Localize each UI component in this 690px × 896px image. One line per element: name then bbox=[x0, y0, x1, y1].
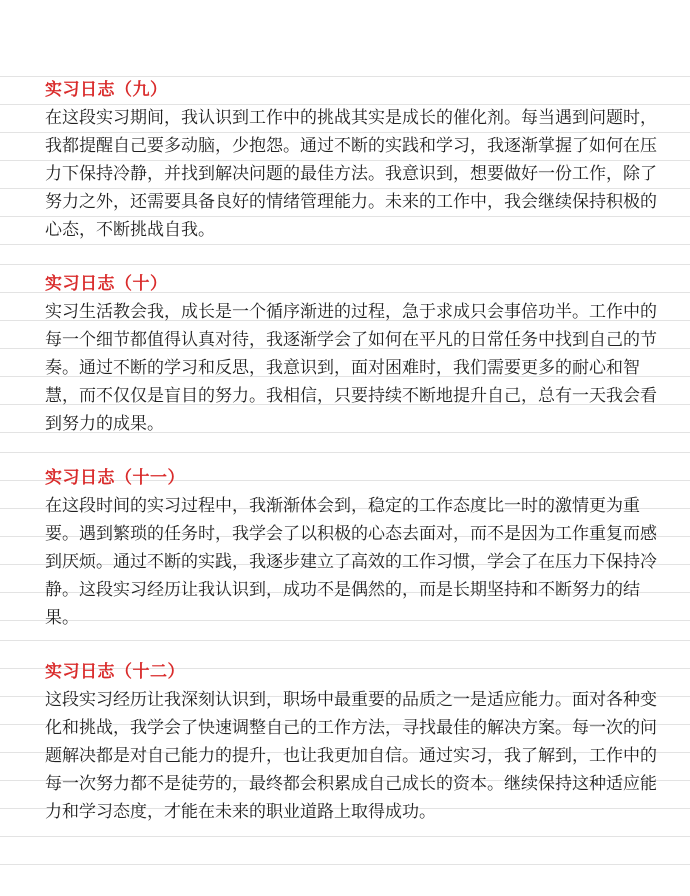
journal-entry-11 bbox=[45, 464, 665, 632]
entry-body: 在这段实习期间，我认识到工作中的挑战其实是成长的催化剂。每当遇到问题时，我都提醒自己要多动脑，少抱怨。通过不断的实践和学习，我逐渐掌握了如何在压力下保持冷静，并找到解决问题的最佳方法。我意识到，想要做好一份工作，除了努力之外，还需要具备良好的情绪管理能力。未来的工作中，我会继续保持积极的心态，不断挑战自我。 bbox=[45, 108, 657, 240]
journal-content bbox=[45, 76, 665, 826]
entry-body: 在这段时间的实习过程中，我渐渐体会到，稳定的工作态度比一时的激情更为重要。遇到繁琐的任务时，我学会了以积极的心态去面对，而不是因为工作重复而感到厌烦。通过不断的实践，我逐步建立了高效的工作习惯，学会了在压力下保持冷静。这段实习经历让我认识到，成功不是偶然的，而是长期坚持和不断努力的结果。 bbox=[45, 496, 657, 628]
journal-entry-9 bbox=[45, 76, 665, 244]
journal-entry-12 bbox=[45, 658, 665, 826]
entry-title: 实习日志（十一） bbox=[45, 468, 185, 488]
rule-line bbox=[0, 864, 690, 865]
rule-line bbox=[0, 836, 690, 837]
entry-title: 实习日志（十） bbox=[45, 274, 168, 294]
entry-body: 这段实习经历让我深刻认识到，职场中最重要的品质之一是适应能力。面对各种变化和挑战，我学会了快速调整自己的工作方法，寻找最佳的解决方案。每一次的问题解决都是对自己能力的提升，也让我更加自信。通过实习，我了解到，工作中的每一次努力都不是徒劳的，最终都会积累成自己成长的资本。继续保持这种适应能力和学习态度，才能在未来的职业道路上取得成功。 bbox=[45, 690, 657, 822]
entry-title: 实习日志（十二） bbox=[45, 662, 185, 682]
journal-entry-10 bbox=[45, 270, 665, 438]
entry-body: 实习生活教会我，成长是一个循序渐进的过程，急于求成只会事倍功半。工作中的每一个细节都值得认真对待，我逐渐学会了如何在平凡的日常任务中找到自己的节奏。通过不断的学习和反思，我意识到，面对困难时，我们需要更多的耐心和智慧，而不仅仅是盲目的努力。我相信，只要持续不断地提升自己，总有一天我会看到努力的成果。 bbox=[45, 302, 657, 434]
entry-title: 实习日志（九） bbox=[45, 80, 168, 100]
